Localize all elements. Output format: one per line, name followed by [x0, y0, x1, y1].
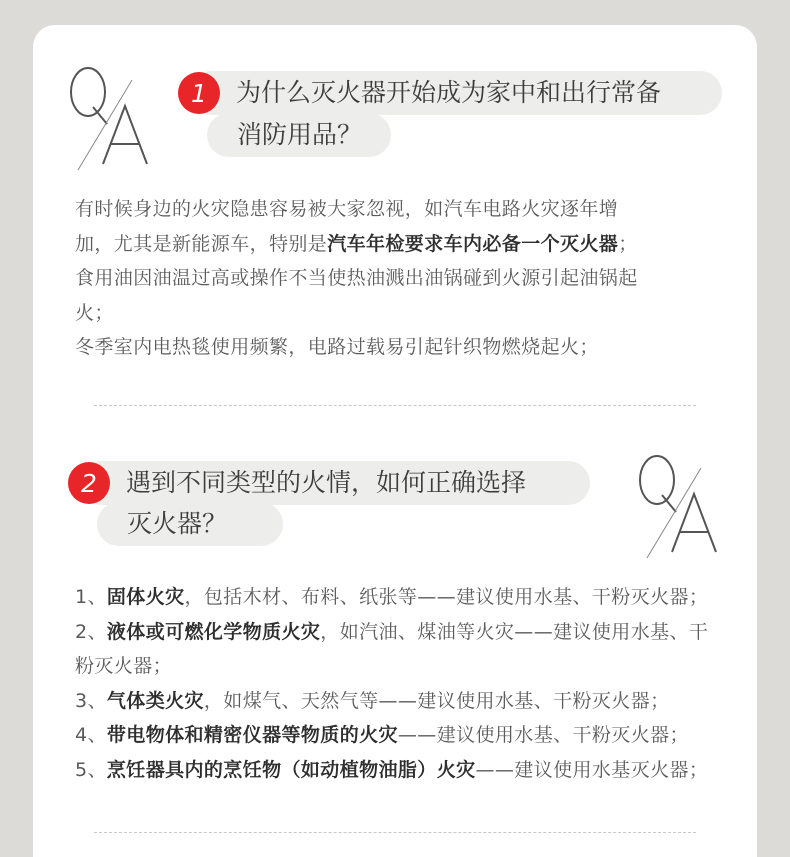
- question-1-line1: 为什么灭火器开始成为家中和出行常备: [236, 78, 662, 107]
- list-item: 3、气体类火灾，如煤气、天然气等——建议使用水基、干粉灭火器；: [75, 689, 670, 712]
- list-item-continuation: 粉灭火器；: [75, 655, 173, 677]
- list-item: 1、固体火灾，包括木材、布料、纸张等——建议使用水基、干粉灭火器；: [75, 586, 709, 608]
- question-2-line2: 灭火器？: [127, 509, 228, 538]
- qa-logo: [63, 62, 163, 172]
- question-1-line2: 消防用品？: [237, 120, 363, 149]
- list-item: 2、液体或可燃化学物质火灾，如汽油、煤油等火灾——建议使用水基、干: [75, 620, 709, 643]
- answer-2-list: [75, 580, 725, 787]
- answer-1-line: 冬季室内电热毯使用频繁，电路过载易引起针织物燃烧起火；: [75, 336, 599, 358]
- qa-logo: [632, 450, 732, 560]
- list-item: 4、带电物体和精密仪器等物质的火灾——建议使用水基、干粉灭火器；: [75, 724, 689, 746]
- answer-1-line: 加，尤其是新能源车，特别是汽车年检要求车内必备一个灭火器；: [75, 232, 638, 255]
- qa-logo-graphic: [63, 62, 163, 172]
- answer-1-highlight: 汽车年检要求车内必备一个灭火器: [327, 232, 619, 255]
- list-item: 5、烹饪器具内的烹饪物（如动植物油脂）火灾——建议使用水基灭火器；: [75, 758, 709, 781]
- question-2-number-badge: 2: [68, 462, 110, 504]
- qa-logo-graphic: [632, 450, 732, 560]
- answer-1-line: 食用油因油温过高或操作不当使热油溅出油锅碰到火源引起油锅起: [75, 267, 638, 289]
- answer-1: [75, 192, 725, 365]
- answer-1-line: 有时候身边的火灾隐患容易被大家忽视，如汽车电路火灾逐年增: [75, 198, 619, 220]
- question-1-line2-pill: [207, 113, 391, 157]
- section-divider: [94, 832, 696, 833]
- answer-1-line: 火；: [75, 301, 114, 324]
- question-2-line2-pill: [97, 502, 283, 546]
- question-2-line1: 遇到不同类型的火情，如何正确选择: [126, 468, 527, 497]
- section-divider: [94, 405, 696, 406]
- question-1-line1-pill: [190, 71, 722, 115]
- question-2-line1-pill: [80, 461, 590, 505]
- question-1-number-badge: 1: [178, 72, 220, 114]
